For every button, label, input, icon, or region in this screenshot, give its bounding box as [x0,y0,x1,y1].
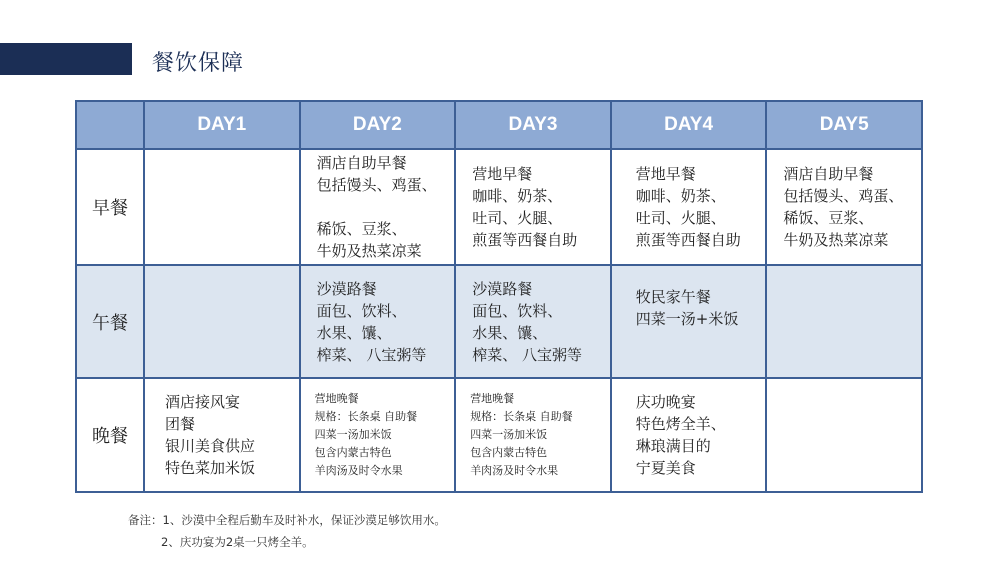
cell-dinner-day5 [766,378,922,492]
cell-line: 吐司、火腿、 [635,209,726,227]
header-day5: DAY5 [766,101,922,149]
cell-breakfast-day1 [144,149,300,265]
cell-dinner-day3 [455,378,611,492]
cell-line: 榨菜、 八宝粥等 [316,345,427,364]
cell-line: 稀饭、豆浆、 [783,209,874,227]
notes [128,509,446,553]
table-header-row [76,101,922,149]
cell-line: 羊肉汤及时令水果 [470,464,559,477]
cell-dinner-day2 [300,378,456,492]
cell-line: 规格：长条桌 自助餐 [470,410,573,423]
cell-lunch-day5 [766,265,922,378]
header-day2: DAY2 [300,101,456,149]
row-label-dinner: 晚餐 [76,378,144,492]
cell-lunch-day4 [611,265,767,378]
cell-line: 面包、饮料、 [316,301,407,320]
header-day4: DAY4 [611,101,767,149]
title-accent-bar [0,43,132,75]
cell-lunch-day2 [300,265,456,378]
cell-line: 营地晚餐 [470,392,515,405]
cell-line: 沙漠路餐 [316,279,377,298]
cell-lunch-day3 [455,265,611,378]
note-line-1: 备注：1、沙漠中全程后勤车及时补水，保证沙漠足够饮用水。 [128,513,446,527]
cell-line [317,196,455,218]
cell-line: 榨菜、 八宝粥等 [472,345,582,364]
header-day1: DAY1 [144,101,300,149]
cell-line: 沙漠路餐 [472,279,533,298]
cell-dinner-day4 [611,378,767,492]
cell-line: 牛奶及热菜凉菜 [783,231,889,249]
cell-line: 吐司、火腿、 [472,209,563,227]
cell-breakfast-day3 [455,149,611,265]
cell-line: 四菜一汤加米饭 [470,428,548,441]
cell-line: 牛奶及热菜凉菜 [316,242,422,260]
cell-line: 银川美食供应 [165,437,256,455]
cell-line: 牧民家午餐 [635,288,711,306]
cell-breakfast-day4 [611,149,767,265]
cell-line: 煎蛋等西餐自助 [472,231,578,249]
page-title: 餐饮保障 [152,51,245,76]
cell-line: 煎蛋等西餐自助 [635,231,741,249]
table-row-breakfast [76,149,922,265]
cell-line: 包括馒头、鸡蛋、 [783,187,904,205]
cell-line: 水果、馕、 [472,323,548,342]
note-line-2: 2、庆功宴为2桌一只烤全羊。 [161,535,314,549]
cell-line: 营地早餐 [635,165,696,183]
table-row-lunch [76,265,922,378]
cell-line: 营地早餐 [472,165,533,183]
cell-line: 酒店接风宴 [165,393,241,411]
header-corner [76,101,144,149]
cell-line: 包含内蒙古特色 [470,446,548,459]
cell-line: 酒店自助早餐 [783,165,874,183]
cell-line: 规格：长条桌 自助餐 [314,410,418,423]
header-day3: DAY3 [455,101,611,149]
cell-line: 稀饭、豆浆、 [316,220,407,238]
cell-line: 羊肉汤及时令水果 [314,464,403,477]
cell-line: 酒店自助早餐 [316,154,407,172]
table-row-dinner [76,378,922,492]
cell-line: 庆功晚宴 [635,393,696,411]
cell-line: 水果、馕、 [316,323,392,342]
cell-line: 宁夏美食 [635,459,696,477]
cell-line: 营地晚餐 [314,392,359,405]
cell-line: 四菜一汤加米饭 [314,428,392,441]
cell-line: 四菜一汤+米饭 [635,310,739,328]
row-label-breakfast: 早餐 [76,149,144,265]
cell-line: 咖啡、奶茶、 [472,187,563,205]
cell-line: 琳琅满目的 [635,437,711,455]
cell-dinner-day1 [144,378,300,492]
cell-line: 特色菜加米饭 [165,459,256,477]
cell-line: 特色烤全羊、 [635,415,726,433]
cell-breakfast-day5 [766,149,922,265]
row-label-lunch: 午餐 [76,265,144,378]
meal-schedule-table [75,100,923,493]
cell-lunch-day1 [144,265,300,378]
cell-line: 面包、饮料、 [472,301,563,320]
cell-line: 包括馒头、鸡蛋、 [316,176,437,194]
cell-line: 团餐 [165,415,196,433]
cell-breakfast-day2 [300,149,456,265]
cell-line: 咖啡、奶茶、 [635,187,726,205]
cell-line: 包含内蒙古特色 [314,446,392,459]
